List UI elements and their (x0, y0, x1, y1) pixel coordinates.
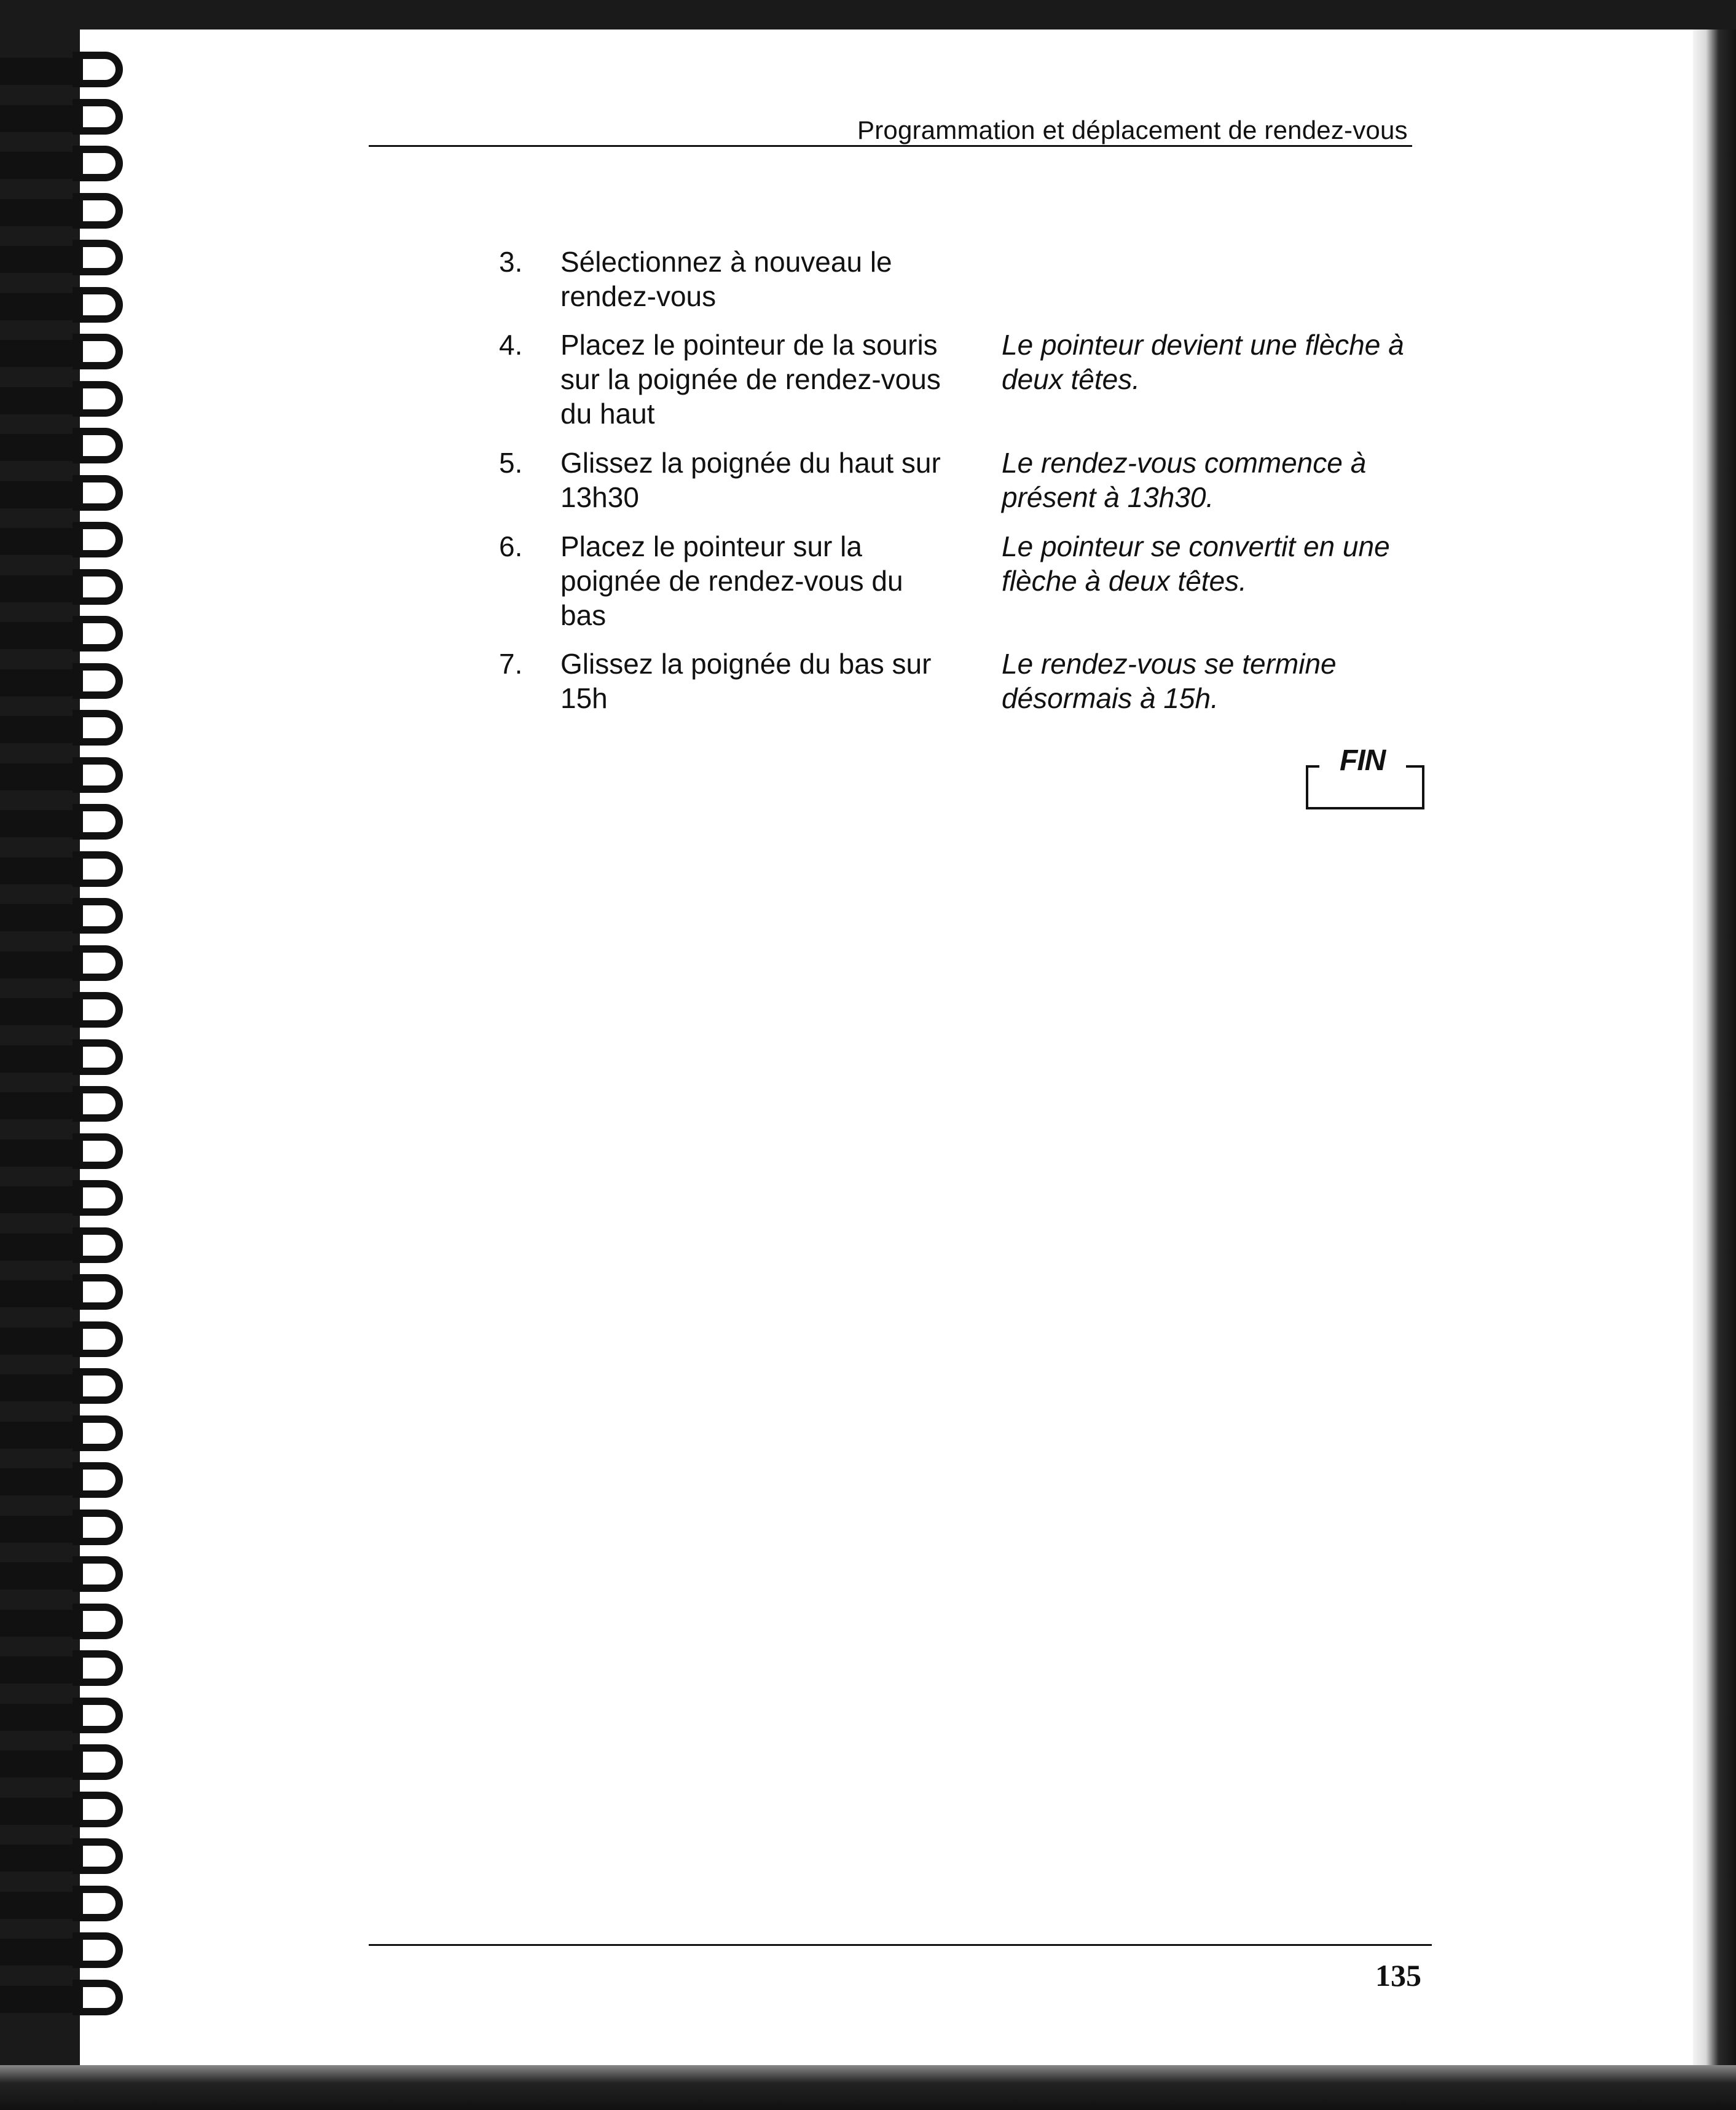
binding-ring-loop (73, 1744, 123, 1780)
step-result (1002, 647, 1426, 715)
step-action (560, 529, 991, 632)
binding-ring-bar (0, 1422, 83, 1449)
step-action-line: sur la poignée de rendez-vous (560, 363, 941, 395)
binding-ring-loop (73, 1368, 123, 1404)
binding-ring (0, 1789, 141, 1836)
binding-ring-bar (0, 998, 83, 1025)
step-result (1002, 446, 1426, 514)
binding-ring (0, 1977, 141, 2024)
binding-ring (0, 755, 141, 801)
step-action-line: poignée de rendez-vous du (560, 565, 903, 597)
step-action (560, 446, 991, 514)
binding-ring-loop (73, 1039, 123, 1075)
binding-ring-bar (0, 105, 83, 132)
step-result (1002, 529, 1426, 598)
step-action-line: bas (560, 599, 607, 631)
binding-ring-loop (73, 428, 123, 463)
step-number: 3. (499, 246, 523, 278)
binding-ring (0, 849, 141, 896)
binding-ring-bar (0, 1234, 83, 1261)
binding-ring-loop (73, 334, 123, 369)
step-action-line: Glissez la poignée du bas sur (560, 648, 932, 680)
binding-ring-loop (73, 1604, 123, 1639)
binding-ring-bar (0, 340, 83, 367)
binding-ring-loop (73, 1838, 123, 1874)
binding-ring-loop (73, 99, 123, 135)
binding-ring-bar (0, 1468, 83, 1495)
binding-ring-bar (0, 1704, 83, 1731)
binding-ring (0, 990, 141, 1036)
binding-ring-bar (0, 1140, 83, 1167)
binding-ring (0, 1554, 141, 1600)
header-rule (369, 145, 1412, 147)
binding-ring-bar (0, 1092, 83, 1119)
binding-ring (0, 661, 141, 707)
binding-ring-bar (0, 716, 83, 743)
binding-ring-bar (0, 1750, 83, 1777)
binding-ring-bar (0, 622, 83, 649)
binding-ring-loop (73, 1556, 123, 1592)
binding-ring (0, 801, 141, 848)
step-result-line: Le rendez-vous se termine (1002, 648, 1337, 680)
end-marker-top-right (1406, 765, 1422, 768)
binding-ring-loop (73, 851, 123, 887)
binding-ring-bar (0, 58, 83, 85)
spiral-binding (0, 49, 141, 2034)
binding-ring-loop (73, 475, 123, 511)
footer-rule (369, 1944, 1432, 1946)
binding-ring-bar (0, 810, 83, 837)
binding-ring-bar (0, 1986, 83, 2013)
step-number: 5. (499, 447, 523, 479)
binding-ring-loop (73, 1086, 123, 1122)
binding-ring-bar (0, 1656, 83, 1683)
binding-ring-loop (73, 1274, 123, 1310)
end-marker-top-left (1306, 765, 1319, 768)
binding-ring-loop (73, 1650, 123, 1686)
step-action-line: 15h (560, 682, 608, 714)
binding-ring-bar (0, 1186, 83, 1213)
binding-ring (0, 613, 141, 660)
binding-ring-bar (0, 528, 83, 555)
binding-ring (0, 1836, 141, 1883)
binding-ring-bar (0, 575, 83, 602)
binding-ring-bar (0, 1516, 83, 1543)
page-bottom-edge (0, 2065, 1736, 2110)
binding-ring-bar (0, 1374, 83, 1401)
binding-ring-loop (73, 1462, 123, 1498)
step-action-line: du haut (560, 398, 655, 430)
binding-ring-loop (73, 616, 123, 652)
binding-ring-loop (73, 710, 123, 746)
binding-ring-loop (73, 287, 123, 323)
binding-ring (0, 1460, 141, 1506)
step-result-line: présent à 13h30. (1002, 481, 1214, 513)
binding-ring (0, 49, 141, 96)
binding-ring (0, 1319, 141, 1366)
binding-ring (0, 1366, 141, 1412)
binding-ring-loop (73, 381, 123, 417)
binding-ring (0, 473, 141, 519)
binding-ring-bar (0, 152, 83, 179)
binding-ring-bar (0, 1045, 83, 1073)
step-result-line: deux têtes. (1002, 363, 1141, 395)
binding-ring-bar (0, 387, 83, 414)
binding-ring-loop (73, 1698, 123, 1733)
step-action-line: 13h30 (560, 481, 639, 513)
step-action (560, 245, 991, 313)
binding-ring (0, 1648, 141, 1695)
step-result-line: Le pointeur se convertit en une (1002, 530, 1390, 562)
binding-ring-bar (0, 434, 83, 461)
step-action (560, 328, 991, 431)
step-action-line: rendez-vous (560, 280, 717, 312)
binding-ring-loop (73, 898, 123, 934)
binding-ring (0, 191, 141, 237)
binding-ring (0, 1883, 141, 1930)
binding-ring-loop (73, 757, 123, 793)
binding-ring-bar (0, 951, 83, 978)
binding-ring (0, 1225, 141, 1272)
binding-ring-bar (0, 1892, 83, 1919)
binding-ring (0, 96, 141, 143)
binding-ring (0, 1178, 141, 1224)
binding-ring-loop (73, 804, 123, 840)
binding-ring-bar (0, 1280, 83, 1307)
step-result (1002, 328, 1426, 396)
end-marker-label: FIN (1340, 744, 1386, 777)
step-action-line: Placez le pointeur de la souris (560, 329, 938, 361)
step-action-line: Placez le pointeur sur la (560, 530, 862, 562)
binding-ring-bar (0, 1798, 83, 1825)
binding-ring (0, 1131, 141, 1178)
binding-ring-loop (73, 1980, 123, 2015)
step-action-line: Glissez la poignée du haut sur (560, 447, 941, 479)
binding-ring (0, 707, 141, 754)
binding-ring-loop (73, 569, 123, 605)
binding-ring-loop (73, 1133, 123, 1169)
binding-ring-loop (73, 1321, 123, 1357)
step-number: 4. (499, 329, 523, 361)
binding-ring (0, 943, 141, 990)
binding-ring-loop (73, 1932, 123, 1968)
binding-ring-loop (73, 146, 123, 181)
binding-ring (0, 1742, 141, 1789)
binding-ring (0, 285, 141, 331)
binding-ring (0, 1413, 141, 1460)
binding-ring-loop (73, 522, 123, 557)
binding-ring (0, 1930, 141, 1977)
binding-ring (0, 1272, 141, 1318)
binding-ring (0, 143, 141, 190)
binding-ring (0, 379, 141, 425)
binding-ring-bar (0, 1562, 83, 1589)
page-number: 135 (1375, 1958, 1421, 1993)
binding-ring-loop (73, 945, 123, 981)
binding-ring (0, 331, 141, 378)
binding-ring-bar (0, 1844, 83, 1872)
binding-ring-loop (73, 193, 123, 229)
binding-ring (0, 567, 141, 613)
step-result-line: flèche à deux têtes. (1002, 565, 1247, 597)
binding-ring-loop (73, 1510, 123, 1545)
binding-ring-loop (73, 52, 123, 87)
binding-ring-bar (0, 1610, 83, 1637)
binding-ring (0, 1084, 141, 1130)
binding-ring-loop (73, 992, 123, 1028)
binding-ring-bar (0, 1939, 83, 1966)
binding-ring (0, 519, 141, 566)
binding-ring (0, 1601, 141, 1648)
binding-ring-bar (0, 293, 83, 320)
step-number: 7. (499, 648, 523, 680)
binding-ring-loop (73, 1227, 123, 1263)
binding-ring-bar (0, 199, 83, 226)
step-action (560, 647, 991, 715)
binding-ring-bar (0, 857, 83, 884)
binding-ring (0, 1507, 141, 1554)
binding-ring-loop (73, 1792, 123, 1827)
binding-ring-bar (0, 904, 83, 931)
binding-ring (0, 896, 141, 942)
binding-ring-loop (73, 240, 123, 275)
binding-ring (0, 1037, 141, 1084)
binding-ring-bar (0, 246, 83, 273)
step-result-line: désormais à 15h. (1002, 682, 1219, 714)
step-number: 6. (499, 530, 523, 562)
running-header: Programmation et déplacement de rendez-vous (857, 116, 1408, 144)
page-right-edge (1693, 30, 1736, 2082)
binding-ring-bar (0, 669, 83, 696)
binding-ring (0, 425, 141, 472)
binding-ring-loop (73, 1180, 123, 1216)
binding-ring-bar (0, 481, 83, 508)
step-result-line: Le rendez-vous commence à (1002, 447, 1367, 479)
step-result-line: Le pointeur devient une flèche à (1002, 329, 1404, 361)
binding-ring-loop (73, 1415, 123, 1451)
step-action-line: Sélectionnez à nouveau le (560, 246, 892, 278)
binding-ring-loop (73, 663, 123, 699)
binding-ring (0, 1695, 141, 1742)
binding-ring-bar (0, 763, 83, 790)
binding-ring-loop (73, 1886, 123, 1921)
binding-ring-bar (0, 1328, 83, 1355)
binding-ring (0, 237, 141, 284)
